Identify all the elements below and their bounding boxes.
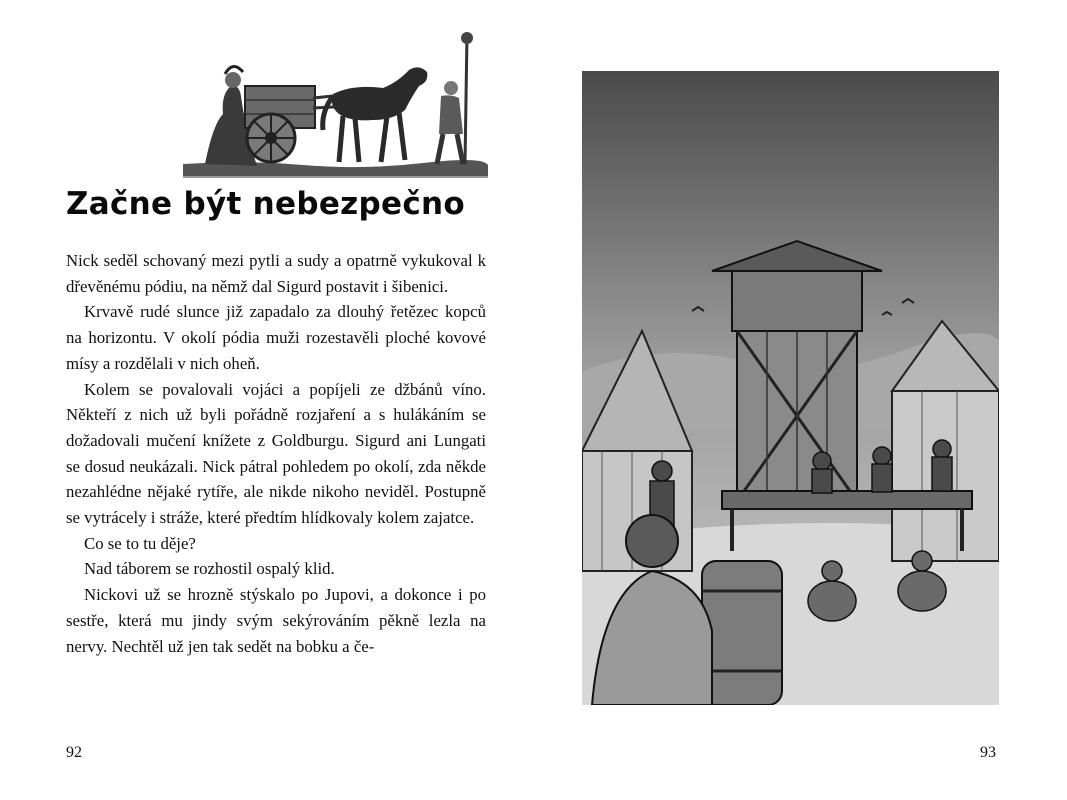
chapter-title: Začne být nebezpečno	[66, 186, 465, 222]
paragraph: Nick seděl schovaný mezi pytli a sudy a opatrně vykukoval k dřevěnému pódiu, na němž dal Sigurd postavit i šibenici.	[66, 251, 486, 296]
paragraph: Nad táborem se rozhostil ospalý klid.	[84, 559, 335, 579]
page-number-left: 92	[66, 744, 82, 761]
chapter-vignette-illustration	[183, 24, 488, 178]
paragraph: Co se to tu děje?	[84, 533, 196, 553]
paragraph: Kolem se povalovali vojáci a popíjeli ze džbánů víno. Někteří z nich už byli pořádně rozjaření a s hulákáním se dožadovali mučení knížete z Goldburgu. Sigurd ani Lungati se dosud neukázali. Nick pátral pohledem po okolí, zda někde nezahlédne nějaké rytíře, ale nikde nikoho neviděl. Postupně se vytrácely i stráže, které předtím hlídkovaly kolem zajatce.	[66, 379, 486, 528]
camp-scene-illustration	[582, 71, 999, 705]
paragraph: Krvavě rudé slunce již zapadalo za dlouhý řetězec kopců na horizontu. V okolí pódia muži rozestavěli ploché kovové mísy a rozdělali v nich oheň.	[66, 302, 486, 373]
paragraph: Nickovi už se hrozně stýskalo po Jupovi, a dokonce i po sestře, která mu jindy svým sekýrováním pěkně lezla na nervy. Nechtěl už jen tak sedět na bobku a če-	[66, 585, 486, 656]
chapter-body-text	[66, 248, 486, 659]
page-number-right: 93	[980, 744, 996, 761]
